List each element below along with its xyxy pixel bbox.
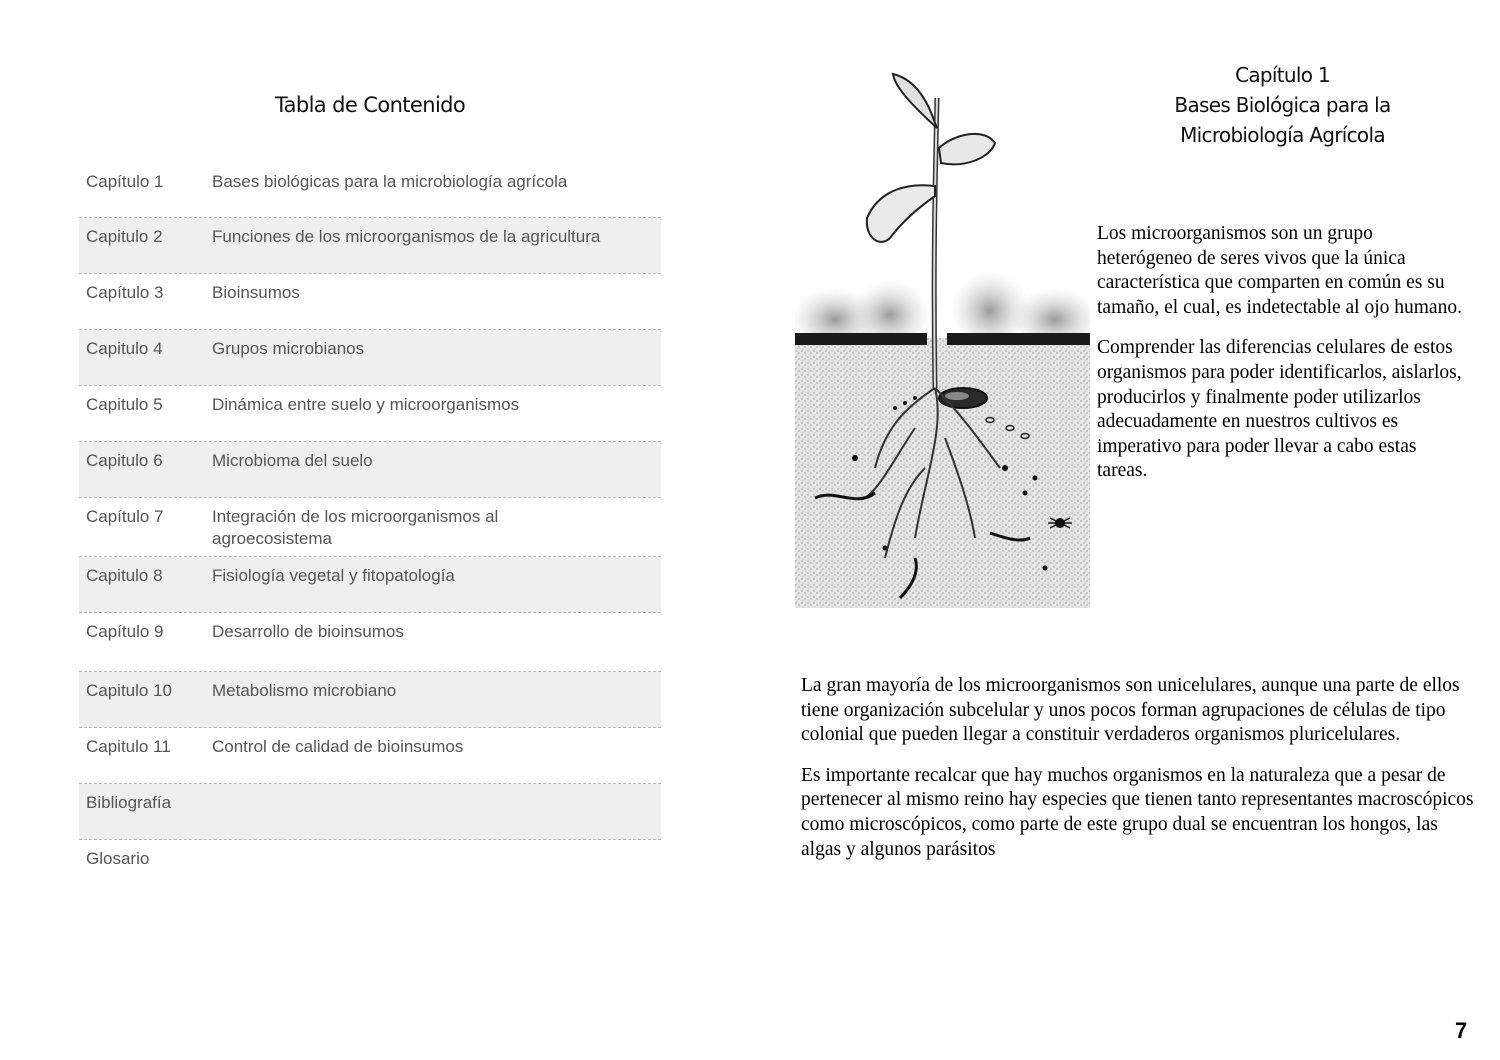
chapter-heading-number: Capítulo 1: [1235, 63, 1330, 87]
toc-chapter-name: Bioinsumos: [212, 283, 300, 302]
leaf: [867, 185, 935, 242]
toc-row[interactable]: [79, 613, 661, 672]
toc-row[interactable]: [79, 728, 661, 784]
paragraph: Es importante recalcar que hay muchos organismos en la naturaleza que a pesar de pertenecer al mismo reino hay especies que tienen tanto representantes macroscópicos como microscópicos, como parte de este grupo dual se encuentran los hongos, las algas y algunos parásitos: [801, 764, 1474, 860]
toc-row[interactable]: [79, 442, 661, 498]
toc-chapter-number: Capitulo 6: [86, 451, 163, 470]
toc-chapter-number: Capitulo 2: [86, 227, 163, 246]
toc-chapter-number: Capitulo 11: [86, 737, 171, 756]
toc-chapter-number: Capitulo 5: [86, 395, 163, 414]
toc-row[interactable]: [79, 840, 661, 896]
toc-chapter-name: Dinámica entre suelo y microorganismos: [212, 395, 520, 414]
seedling-roots-icon: [795, 68, 1090, 608]
toc-chapter-name: [212, 848, 661, 896]
toc-chapter-name: Desarrollo de bioinsumos: [212, 622, 404, 641]
toc-chapter-number: Capítulo 3: [86, 283, 164, 302]
toc-row[interactable]: [79, 498, 661, 557]
toc-row[interactable]: [79, 784, 661, 840]
body-text: [801, 674, 1481, 878]
paragraph: La gran mayoría de los microorganismos son unicelulares, aunque una parte de ellos tiene organización subcelular y unos pocos forman agrupaciones de células de tipo colonial que pueden llegar a constituir verdaderos organismos pluricelulares.: [801, 675, 1460, 746]
toc-chapter-number: Capítulo 1: [86, 172, 164, 191]
paragraph: Los microorganismos son un grupo heterógeneo de seres vivos que la única característica que comparten en común es su tamaño, el cual, es indetectable al ojo humano.: [1097, 223, 1462, 318]
toc-chapter-name: [212, 792, 661, 839]
toc-row[interactable]: [79, 386, 661, 442]
leaf: [939, 134, 995, 164]
toc-chapter-name: Integración de los microorganismos al agroecosistema: [212, 507, 499, 548]
toc-chapter-name: Funciones de los microorganismos de la agricultura: [212, 227, 601, 246]
toc-row[interactable]: [79, 274, 661, 330]
toc-chapter-name: Grupos microbianos: [212, 339, 365, 358]
spider-icon: [1048, 518, 1072, 528]
toc-chapter-number: Capitulo 8: [86, 566, 163, 585]
page-number: 7: [1455, 1018, 1468, 1043]
intro-text: [1097, 222, 1469, 500]
toc-chapter-number: Capitulo 10: [86, 681, 173, 700]
toc-section-bibliografia: Bibliografía: [86, 793, 172, 812]
toc-chapter-name: Fisiología vegetal y fitopatología: [212, 566, 455, 585]
toc-table: [79, 163, 661, 896]
bush-background: [795, 263, 1090, 345]
toc-chapter-number: Capítulo 7: [86, 507, 164, 526]
chapter-heading-title-line1: Bases Biológica para la: [1174, 93, 1391, 117]
toc-row[interactable]: [79, 330, 661, 386]
toc-chapter-name: Metabolismo microbiano: [212, 681, 397, 700]
toc-row[interactable]: [79, 672, 661, 728]
paragraph: Comprender las diferencias celulares de estos organismos para poder identificarlos, aislarlos, producirlos y finalmente poder utilizarlos adecuadamente en nuestros cultivos es imperativo para poder llevar a cabo estas tareas.: [1097, 337, 1462, 482]
toc-chapter-name: Microbioma del suelo: [212, 451, 373, 470]
toc-chapter-name: Control de calidad de bioinsumos: [212, 737, 464, 756]
chapter-heading-title-line2: Microbiología Agrícola: [1180, 123, 1385, 147]
toc-chapter-name: Bases biológicas para la microbiología agrícola: [212, 172, 568, 191]
grass-band-left: [795, 333, 927, 345]
toc-row[interactable]: [79, 163, 661, 218]
plant-illustration: [795, 68, 1090, 608]
grass-band-right: [947, 333, 1090, 345]
toc-row[interactable]: [79, 218, 661, 274]
chapter-heading: [1090, 60, 1475, 150]
toc-title: Tabla de Contenido: [274, 93, 466, 117]
toc-row[interactable]: [79, 557, 661, 613]
toc-chapter-number: Capitulo 4: [86, 339, 163, 358]
leaf: [893, 74, 937, 128]
toc-chapter-number: Capítulo 9: [86, 622, 164, 641]
toc-section-glosario: Glosario: [86, 849, 150, 868]
